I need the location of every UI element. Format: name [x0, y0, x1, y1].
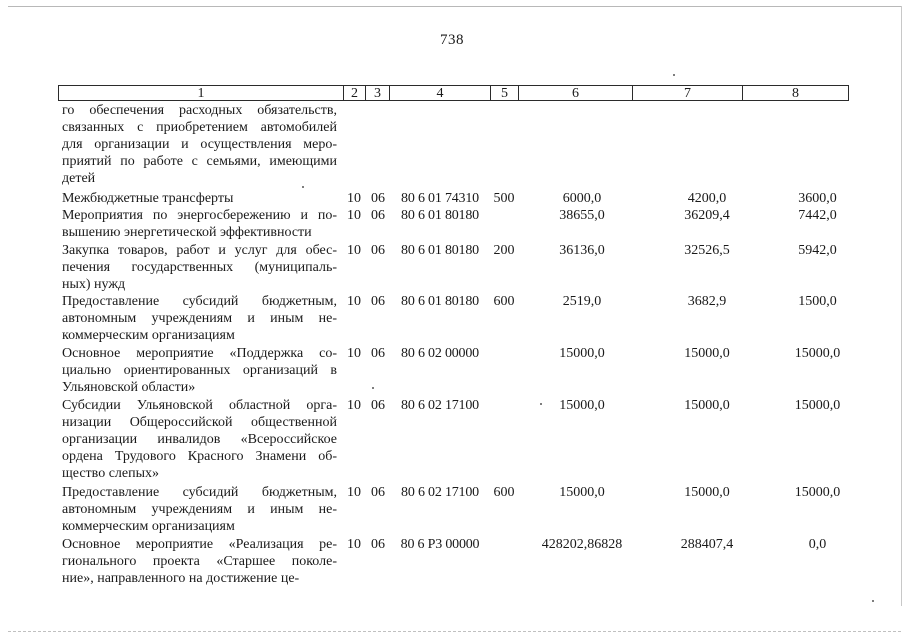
scan-speck: [673, 74, 675, 76]
row-name-line: Основное мероприятие «Поддержка со-: [62, 346, 337, 361]
row-section: 10: [347, 485, 361, 500]
column-header-7: 7: [632, 85, 742, 101]
row-subsection: 06: [371, 208, 385, 223]
row-name-line: Межбюджетные трансферты: [62, 191, 234, 206]
scan-speck: [540, 403, 542, 405]
column-header-1: 1: [58, 85, 343, 101]
scan-speck: [372, 387, 374, 389]
row-value-col8: 7442,0: [798, 208, 837, 223]
row-name: [62, 102, 337, 187]
row-target-article: 80 6 P3 00000: [400, 537, 480, 552]
page-number: 738: [440, 32, 464, 48]
row-section: 10: [347, 208, 361, 223]
row-name-line: автономным учреждениям и иным не-: [62, 502, 337, 517]
row-value-col6: 15000,0: [559, 346, 605, 361]
row-name: [62, 484, 337, 535]
row-name-line: для организации и осуществления меро-: [62, 137, 337, 152]
row-name-line: низации Общероссийской общественной: [62, 415, 337, 430]
row-name-line: ордена Трудового Красного Знамени об-: [62, 449, 337, 464]
row-name-line: связанных с приобретением автомобилей: [62, 120, 337, 135]
row-name-line: циально ориентированных организаций в: [62, 363, 337, 378]
scan-speck: [302, 186, 304, 188]
row-value-col7: 4200,0: [687, 191, 727, 206]
row-section: 10: [347, 294, 361, 309]
row-name-line: гионального проекта «Старшее поколе-: [62, 554, 337, 569]
column-header-3: 3: [365, 85, 389, 101]
row-value-col6: 428202,86828: [541, 537, 623, 552]
row-name-line: го обеспечения расходных обязательств,: [62, 103, 337, 118]
row-value-col7: 3682,9: [687, 294, 727, 309]
column-header-5: 5: [490, 85, 518, 101]
row-expense-type: 500: [493, 191, 515, 206]
row-value-col6: 15000,0: [559, 398, 605, 413]
row-name-line: Закупка товаров, работ и услуг для обес-: [62, 243, 337, 258]
row-name: [62, 190, 337, 207]
row-expense-type: 200: [493, 243, 515, 258]
row-value-col6: 2519,0: [562, 294, 602, 309]
row-name-line: Мероприятия по энергосбережению и по-: [62, 208, 337, 223]
row-name: [62, 536, 337, 587]
row-value-col7: 36209,4: [684, 208, 730, 223]
column-header-2: 2: [343, 85, 365, 101]
row-value-col6: 15000,0: [559, 485, 605, 500]
row-target-article: 80 6 01 80180: [401, 208, 479, 223]
row-subsection: 06: [371, 485, 385, 500]
row-value-col7: 15000,0: [684, 346, 730, 361]
row-name-line: печения государственных (муниципаль-: [62, 260, 337, 275]
row-section: 10: [347, 243, 361, 258]
row-value-col8: 5942,0: [798, 243, 837, 258]
row-section: 10: [347, 346, 361, 361]
row-name-line: Основное мероприятие «Реализация ре-: [62, 537, 337, 552]
row-target-article: 80 6 02 17100: [401, 485, 479, 500]
row-name-line: приятий по работе с семьями, имеющими: [62, 154, 337, 169]
row-name-line: автономным учреждениям и иным не-: [62, 311, 337, 326]
row-name-line: детей: [62, 171, 96, 186]
row-subsection: 06: [371, 243, 385, 258]
page-top-border: [8, 6, 901, 7]
row-section: 10: [347, 537, 361, 552]
row-value-col8: 1500,0: [798, 294, 837, 309]
row-name-line: коммерческим организациям: [62, 328, 235, 343]
page-bottom-border: [8, 631, 901, 632]
row-target-article: 80 6 02 00000: [401, 346, 479, 361]
page-right-border: [901, 6, 902, 606]
row-target-article: 80 6 01 80180: [401, 243, 479, 258]
row-value-col7: 288407,4: [680, 537, 734, 552]
row-subsection: 06: [371, 398, 385, 413]
row-section: 10: [347, 191, 361, 206]
row-name: [62, 207, 337, 241]
column-header-6: 6: [518, 85, 632, 101]
row-target-article: 80 6 02 17100: [401, 398, 479, 413]
row-value-col8: 15000,0: [794, 485, 841, 500]
row-name-line: Субсидии Ульяновской областной орга-: [62, 398, 337, 413]
row-name: [62, 293, 337, 344]
row-name-line: ние», направленного на достижение це-: [62, 571, 300, 586]
row-expense-type: 600: [493, 294, 515, 309]
row-name: [62, 242, 337, 293]
row-value-col7: 32526,5: [684, 243, 730, 258]
row-target-article: 80 6 01 80180: [401, 294, 479, 309]
row-name-line: Ульяновской области»: [62, 380, 196, 395]
row-name-line: вышению энергетической эффективности: [62, 225, 312, 240]
row-value-col6: 6000,0: [562, 191, 602, 206]
row-value-col8: 3600,0: [798, 191, 837, 206]
row-value-col7: 15000,0: [684, 398, 730, 413]
row-name-line: щество слепых»: [62, 466, 160, 481]
row-subsection: 06: [371, 191, 385, 206]
row-name: [62, 397, 337, 482]
row-subsection: 06: [371, 346, 385, 361]
column-header-4: 4: [389, 85, 490, 101]
column-header-8: 8: [742, 85, 849, 101]
row-value-col7: 15000,0: [684, 485, 730, 500]
row-value-col6: 38655,0: [559, 208, 605, 223]
row-value-col6: 36136,0: [559, 243, 605, 258]
row-name-line: коммерческим организациям: [62, 519, 235, 534]
row-expense-type: 600: [493, 485, 515, 500]
row-subsection: 06: [371, 294, 385, 309]
row-value-col8: 15000,0: [794, 398, 841, 413]
scan-speck: [872, 600, 874, 602]
row-name: [62, 345, 337, 396]
row-target-article: 80 6 01 74310: [401, 191, 479, 206]
row-name-line: Предоставление субсидий бюджетным,: [62, 485, 337, 500]
row-value-col8: 0,0: [808, 537, 827, 552]
row-subsection: 06: [371, 537, 385, 552]
row-name-line: организации инвалидов «Всероссийское: [62, 432, 337, 447]
row-name-line: ных) нужд: [62, 277, 126, 292]
row-value-col8: 15000,0: [794, 346, 841, 361]
row-name-line: Предоставление субсидий бюджетным,: [62, 294, 337, 309]
row-section: 10: [347, 398, 361, 413]
